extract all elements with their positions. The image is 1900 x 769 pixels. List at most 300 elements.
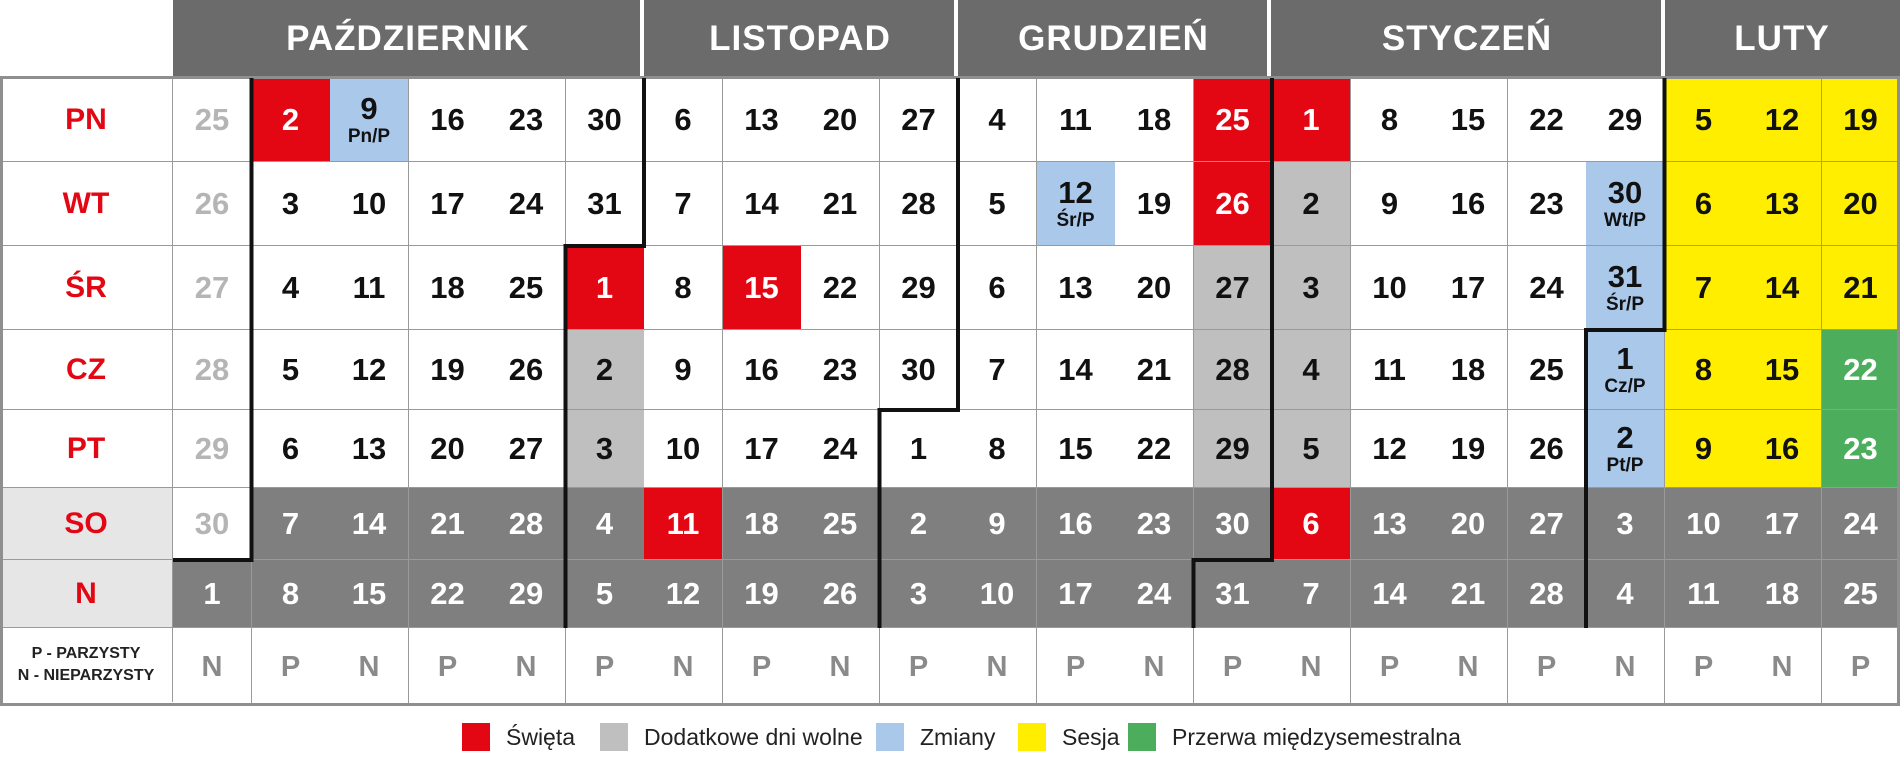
- calendar-day-cell: [880, 410, 959, 488]
- day-number: 18: [1136, 102, 1172, 137]
- parity-key-line: N - NIEPARZYSTY: [17, 667, 155, 684]
- day-number: 3: [1616, 506, 1634, 541]
- day-number: 28: [508, 506, 544, 541]
- week-parity-cell: P: [880, 628, 959, 706]
- calendar-day-cell: [1194, 488, 1273, 560]
- day-number: 16: [744, 352, 779, 387]
- calendar-day-cell: [487, 162, 566, 246]
- calendar-day-cell: [1822, 560, 1900, 628]
- calendar-day-cell: [1822, 488, 1900, 560]
- calendar-day-cell: [566, 246, 645, 330]
- calendar-day-cell: [1586, 162, 1665, 246]
- calendar-day-cell: [1037, 330, 1116, 410]
- day-number: 8: [674, 270, 692, 305]
- day-number: 3: [1302, 270, 1320, 305]
- day-number: 29: [901, 270, 936, 305]
- calendar-day-cell: [487, 246, 566, 330]
- day-number: 11: [666, 506, 700, 541]
- day-number: 4: [1616, 576, 1634, 611]
- calendar-day-cell: [1743, 330, 1822, 410]
- day-number: 5: [595, 576, 614, 611]
- legend-swatch: [462, 723, 490, 751]
- calendar-day-cell: [409, 410, 488, 488]
- calendar-day-cell: [1351, 488, 1430, 560]
- week-parity-cell: P: [1037, 628, 1116, 706]
- day-number: 19: [744, 576, 779, 611]
- week-parity-cell: N: [330, 628, 409, 706]
- calendar-day-cell: [1743, 560, 1822, 628]
- parity-key: [0, 628, 173, 702]
- day-number: 10: [979, 576, 1015, 611]
- calendar-day-cell: [1822, 78, 1900, 162]
- calendar-day-cell: [1586, 410, 1665, 488]
- day-number: 9: [674, 352, 692, 387]
- calendar-day-cell: [1429, 560, 1508, 628]
- calendar-day-cell: [1429, 488, 1508, 560]
- calendar-day-cell: [801, 560, 880, 628]
- weekday-label: CZ: [0, 330, 173, 410]
- day-number: 18: [1450, 352, 1486, 387]
- day-number: 30: [901, 352, 936, 387]
- calendar-day-cell: [644, 78, 723, 162]
- day-number: 17: [1450, 270, 1486, 305]
- day-number: 13: [1372, 506, 1407, 541]
- legend-label: Zmiany: [920, 723, 996, 750]
- legend-item: [1128, 723, 1461, 751]
- weekday-label: N: [0, 560, 173, 628]
- day-number: 5: [988, 186, 1006, 221]
- calendar-day-cell: [173, 488, 252, 560]
- day-number: 31: [1215, 576, 1250, 611]
- day-number: 29: [1215, 431, 1250, 466]
- calendar-day-cell: [880, 488, 959, 560]
- month-header-separator: [1661, 0, 1665, 78]
- day-number: 10: [665, 431, 701, 466]
- calendar-day-cell: [1508, 560, 1587, 628]
- day-number: 6: [674, 102, 692, 137]
- day-change-note: Wt/P: [1603, 210, 1647, 231]
- calendar-day-cell: [1665, 410, 1744, 488]
- day-number: 17: [1764, 506, 1800, 541]
- month-header-separator: [954, 0, 958, 78]
- calendar-day-cell: [1429, 410, 1508, 488]
- day-number: 7: [674, 186, 692, 221]
- calendar-day-cell: [1037, 246, 1116, 330]
- calendar-day-cell: [409, 162, 488, 246]
- legend: [0, 723, 1900, 763]
- calendar-day-cell: [1508, 488, 1587, 560]
- day-number: 28: [1529, 576, 1564, 611]
- calendar-day-cell: [1743, 78, 1822, 162]
- calendar-day-cell: [1351, 410, 1430, 488]
- calendar-day-cell: [880, 162, 959, 246]
- calendar-day-cell: [487, 488, 566, 560]
- calendar-day-cell: [566, 410, 645, 488]
- calendar-day-cell: [958, 246, 1037, 330]
- calendar-day-cell: [330, 410, 409, 488]
- calendar-day-cell: [644, 330, 723, 410]
- day-number: 1: [595, 270, 614, 305]
- legend-swatch: [1018, 723, 1046, 751]
- calendar-day-cell: [252, 560, 331, 628]
- calendar-day-cell: [1037, 78, 1116, 162]
- calendar-day-cell: [1272, 162, 1351, 246]
- day-number: 13: [351, 431, 387, 466]
- day-number: 6: [988, 270, 1006, 305]
- calendar-day-cell: [566, 78, 645, 162]
- calendar-day-cell: [1037, 488, 1116, 560]
- day-number: 10: [1686, 506, 1721, 541]
- day-number: 19: [1450, 431, 1486, 466]
- legend-label: Święta: [506, 723, 576, 750]
- day-number: 9: [988, 506, 1006, 541]
- week-parity-cell: N: [487, 628, 566, 706]
- day-number: 9: [1380, 186, 1399, 221]
- calendar-day-cell: [487, 410, 566, 488]
- calendar-day-cell: [1429, 162, 1508, 246]
- day-number: 23: [1843, 431, 1878, 466]
- calendar-day-cell: [1115, 78, 1194, 162]
- calendar-day-cell: [252, 410, 331, 488]
- day-number: 15: [1450, 102, 1486, 137]
- calendar-day-cell: [1743, 410, 1822, 488]
- calendar-day-cell: [409, 78, 488, 162]
- calendar-day-cell: [1743, 488, 1822, 560]
- calendar-day-cell: [1351, 246, 1430, 330]
- calendar-day-cell: [723, 246, 802, 330]
- day-number: 1: [203, 576, 221, 611]
- day-number: 16: [430, 102, 465, 137]
- calendar-day-cell: [1115, 162, 1194, 246]
- week-parity-cell: P: [1822, 628, 1900, 706]
- day-number: 4: [1302, 352, 1320, 387]
- day-number: 10: [351, 186, 387, 221]
- calendar-day-cell: [801, 78, 880, 162]
- day-number: 26: [1529, 431, 1564, 466]
- week-parity-cell: N: [1272, 628, 1351, 706]
- day-number: 14: [744, 186, 779, 221]
- day-number: 25: [194, 102, 230, 137]
- day-number: 21: [1843, 270, 1878, 305]
- calendar-day-cell: [723, 560, 802, 628]
- day-number: 9: [360, 91, 378, 126]
- week-parity-cell: N: [801, 628, 880, 706]
- calendar-day-cell: [958, 410, 1037, 488]
- day-number: 2: [595, 352, 614, 387]
- day-number: 1: [1302, 102, 1320, 137]
- day-number: 1: [1616, 341, 1634, 376]
- day-number: 14: [1372, 576, 1407, 611]
- weekday-label: PT: [0, 410, 173, 488]
- day-number: 3: [595, 431, 614, 466]
- calendar-day-cell: [487, 330, 566, 410]
- day-number: 30: [1607, 175, 1643, 210]
- calendar-day-cell: [330, 78, 409, 162]
- calendar-day-cell: [1351, 78, 1430, 162]
- calendar-day-cell: [1272, 330, 1351, 410]
- day-number: 5: [1302, 431, 1320, 466]
- week-parity-cell: P: [1665, 628, 1744, 706]
- day-number: 22: [430, 576, 465, 611]
- legend-swatch: [600, 723, 628, 751]
- day-number: 20: [1450, 506, 1486, 541]
- day-change-note: Pt/P: [1606, 455, 1644, 476]
- day-number: 27: [901, 102, 936, 137]
- day-number: 25: [822, 506, 858, 541]
- day-number: 3: [281, 186, 300, 221]
- calendar-day-cell: [1429, 330, 1508, 410]
- calendar-day-cell: [723, 410, 802, 488]
- day-number: 21: [1450, 576, 1486, 611]
- calendar-day-cell: [1429, 246, 1508, 330]
- month-header: STYCZEŃ: [1270, 0, 1664, 78]
- calendar-day-cell: [409, 330, 488, 410]
- day-number: 1: [909, 431, 928, 466]
- day-number: 19: [1843, 102, 1878, 137]
- calendar-day-cell: [252, 330, 331, 410]
- legend-item: [876, 723, 995, 751]
- calendar-day-cell: [252, 162, 331, 246]
- day-number: 15: [744, 270, 779, 305]
- day-number: 25: [1843, 576, 1878, 611]
- calendar-day-cell: [1665, 560, 1744, 628]
- day-number: 24: [1136, 576, 1172, 611]
- calendar-day-cell: [1194, 410, 1273, 488]
- calendar-day-cell: [723, 78, 802, 162]
- week-parity-cell: P: [1351, 628, 1430, 706]
- calendar-day-cell: [566, 162, 645, 246]
- calendar-day-cell: [1508, 78, 1587, 162]
- day-number: 15: [1058, 431, 1093, 466]
- weekday-label: ŚR: [0, 246, 173, 330]
- day-number: 16: [1764, 431, 1800, 466]
- calendar-day-cell: [1037, 410, 1116, 488]
- day-number: 25: [508, 270, 544, 305]
- calendar-day-cell: [801, 410, 880, 488]
- calendar-day-cell: [330, 560, 409, 628]
- day-number: 2: [281, 102, 300, 137]
- day-number: 9: [1694, 431, 1713, 466]
- week-parity-cell: P: [1194, 628, 1273, 706]
- calendar-day-cell: [801, 162, 880, 246]
- day-number: 23: [1529, 186, 1564, 221]
- calendar-day-cell: [1822, 246, 1900, 330]
- day-number: 14: [1058, 352, 1093, 387]
- calendar-day-cell: [1822, 330, 1900, 410]
- day-number: 2: [909, 506, 928, 541]
- week-parity-cell: P: [566, 628, 645, 706]
- month-header: LISTOPAD: [643, 0, 957, 78]
- calendar-day-cell: [1272, 410, 1351, 488]
- calendar-day-cell: [252, 246, 331, 330]
- day-number: 17: [1058, 576, 1093, 611]
- calendar-day-cell: [1194, 560, 1273, 628]
- day-number: 14: [1764, 270, 1800, 305]
- day-change-note: Cz/P: [1604, 376, 1646, 397]
- legend-swatch: [1128, 723, 1156, 751]
- weekday-label: PN: [0, 78, 173, 162]
- legend-swatch: [876, 723, 904, 751]
- day-number: 6: [1694, 186, 1713, 221]
- calendar-day-cell: [566, 560, 645, 628]
- calendar-day-cell: [723, 330, 802, 410]
- calendar-day-cell: [566, 330, 645, 410]
- calendar-day-cell: [409, 488, 488, 560]
- calendar-day-cell: [1194, 162, 1273, 246]
- calendar-day-cell: [1665, 78, 1744, 162]
- calendar-day-cell: [252, 78, 331, 162]
- day-number: 16: [1450, 186, 1486, 221]
- calendar-day-cell: [173, 560, 252, 628]
- day-change-note: Śr/P: [1056, 210, 1095, 231]
- day-number: 5: [281, 352, 300, 387]
- calendar-day-cell: [1272, 78, 1351, 162]
- calendar-day-cell: [1115, 246, 1194, 330]
- calendar-day-cell: [1822, 410, 1900, 488]
- day-number: 7: [1694, 270, 1713, 305]
- day-number: 7: [1302, 576, 1320, 611]
- day-number: 6: [281, 431, 300, 466]
- day-number: 30: [587, 102, 622, 137]
- day-number: 18: [430, 270, 465, 305]
- day-number: 22: [822, 270, 858, 305]
- day-number: 18: [1764, 576, 1800, 611]
- calendar-day-cell: [1037, 162, 1116, 246]
- day-number: 17: [744, 431, 779, 466]
- day-number: 7: [281, 506, 300, 541]
- calendar-day-cell: [1194, 330, 1273, 410]
- day-number: 21: [430, 506, 465, 541]
- calendar-day-cell: [330, 162, 409, 246]
- week-parity-cell: N: [644, 628, 723, 706]
- day-number: 25: [1529, 352, 1564, 387]
- calendar-day-cell: [1508, 162, 1587, 246]
- day-number: 23: [1136, 506, 1172, 541]
- calendar-day-cell: [880, 560, 959, 628]
- week-parity-cell: P: [409, 628, 488, 706]
- day-number: 29: [1607, 102, 1643, 137]
- calendar-day-cell: [958, 488, 1037, 560]
- day-number: 4: [281, 270, 300, 305]
- calendar-day-cell: [1351, 330, 1430, 410]
- month-header-separator: [640, 0, 644, 78]
- calendar-day-cell: [801, 246, 880, 330]
- calendar-day-cell: [644, 162, 723, 246]
- day-number: 11: [1373, 352, 1406, 387]
- calendar-day-cell: [1272, 488, 1351, 560]
- week-parity-cell: N: [1115, 628, 1194, 706]
- calendar-day-cell: [801, 488, 880, 560]
- calendar-day-cell: [1743, 246, 1822, 330]
- day-number: 8: [1380, 102, 1399, 137]
- day-number: 29: [194, 431, 230, 466]
- day-number: 31: [587, 186, 622, 221]
- day-number: 20: [1843, 186, 1878, 221]
- week-parity-cell: N: [1586, 628, 1665, 706]
- calendar-day-cell: [173, 330, 252, 410]
- calendar-day-cell: [1586, 330, 1665, 410]
- day-number: 18: [744, 506, 779, 541]
- calendar-day-cell: [1508, 410, 1587, 488]
- calendar-day-cell: [880, 78, 959, 162]
- day-number: 12: [1372, 431, 1407, 466]
- calendar-day-cell: [958, 330, 1037, 410]
- calendar-day-cell: [330, 330, 409, 410]
- day-number: 3: [909, 576, 928, 611]
- day-number: 5: [1694, 102, 1713, 137]
- day-number: 21: [822, 186, 858, 221]
- calendar-day-cell: [1115, 488, 1194, 560]
- day-number: 23: [508, 102, 544, 137]
- day-number: 10: [1372, 270, 1407, 305]
- day-number: 13: [1764, 186, 1800, 221]
- calendar-day-cell: [1272, 246, 1351, 330]
- day-number: 27: [194, 270, 230, 305]
- weekday-label: SO: [0, 488, 173, 560]
- calendar-day-cell: [1115, 330, 1194, 410]
- calendar-day-cell: [958, 78, 1037, 162]
- calendar-day-cell: [880, 246, 959, 330]
- calendar-day-cell: [173, 78, 252, 162]
- day-number: 22: [1136, 431, 1172, 466]
- calendar-day-cell: [1508, 246, 1587, 330]
- calendar-day-cell: [1194, 246, 1273, 330]
- day-number: 26: [508, 352, 544, 387]
- day-number: 2: [1616, 420, 1634, 455]
- calendar-day-cell: [880, 330, 959, 410]
- calendar-day-cell: [1586, 488, 1665, 560]
- calendar-day-cell: [409, 560, 488, 628]
- legend-label: Sesja: [1062, 723, 1120, 750]
- calendar-day-cell: [1194, 78, 1273, 162]
- calendar-day-cell: [1508, 330, 1587, 410]
- day-number: 27: [508, 431, 544, 466]
- day-number: 14: [351, 506, 387, 541]
- day-number: 20: [822, 102, 858, 137]
- month-header-separator: [1267, 0, 1271, 78]
- calendar-day-cell: [330, 488, 409, 560]
- calendar-day-cell: [409, 246, 488, 330]
- day-number: 8: [1694, 352, 1713, 387]
- day-number: 30: [1215, 506, 1250, 541]
- calendar-day-cell: [252, 488, 331, 560]
- day-number: 28: [901, 186, 936, 221]
- day-number: 24: [1843, 506, 1878, 541]
- calendar-day-cell: [1586, 246, 1665, 330]
- weekday-label: WT: [0, 162, 173, 246]
- month-header: GRUDZIEŃ: [957, 0, 1270, 78]
- calendar-day-cell: [1665, 162, 1744, 246]
- day-number: 12: [1764, 102, 1800, 137]
- day-number: 11: [1687, 576, 1720, 611]
- calendar-day-cell: [173, 410, 252, 488]
- day-number: 31: [1607, 259, 1643, 294]
- day-number: 4: [988, 102, 1006, 137]
- day-number: 16: [1058, 506, 1093, 541]
- legend-label: Dodatkowe dni wolne: [644, 723, 863, 750]
- calendar-day-cell: [1822, 162, 1900, 246]
- day-number: 27: [1215, 270, 1250, 305]
- calendar-day-cell: [1351, 560, 1430, 628]
- day-number: 2: [1302, 186, 1320, 221]
- calendar-day-cell: [566, 488, 645, 560]
- calendar-day-cell: [1586, 560, 1665, 628]
- day-number: 19: [1136, 186, 1172, 221]
- legend-label: Przerwa międzysemestralna: [1172, 723, 1461, 750]
- legend-item: [462, 723, 575, 751]
- calendar-day-cell: [644, 410, 723, 488]
- calendar-day-cell: [1351, 162, 1430, 246]
